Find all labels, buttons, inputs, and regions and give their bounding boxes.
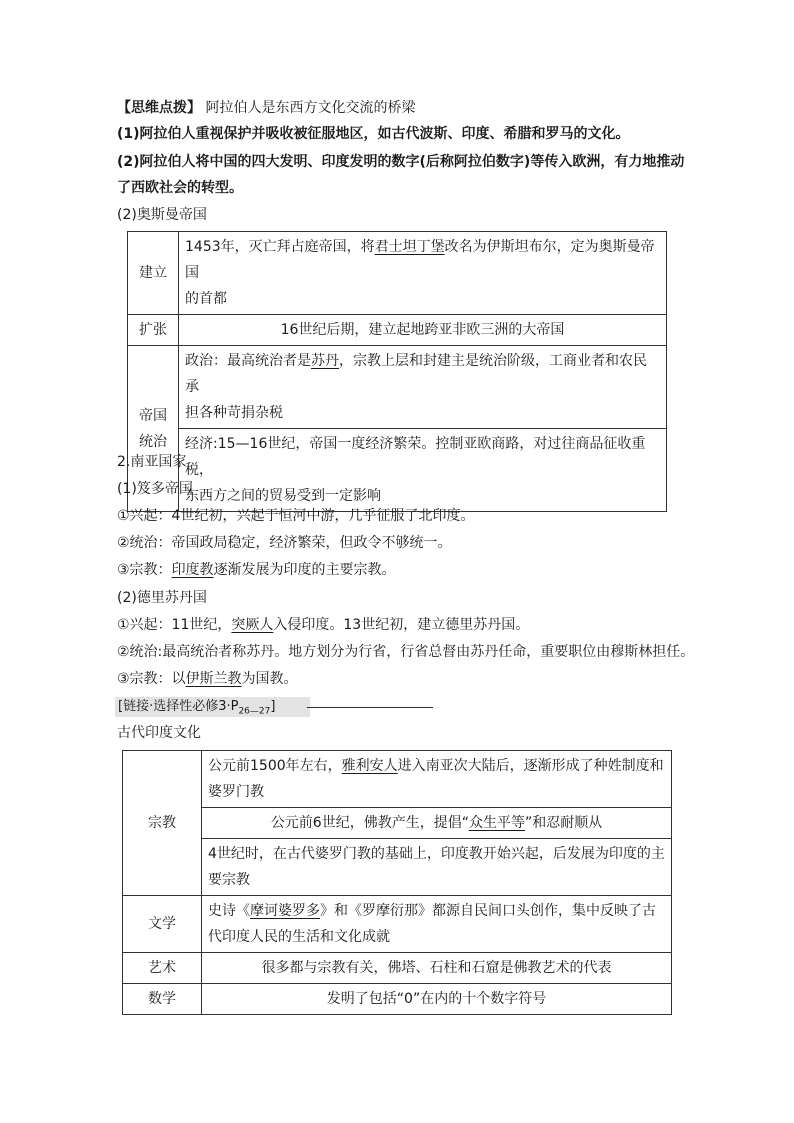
gupta-rise: ①兴起：4世纪初，兴起于恒河中游，几乎征服了北印度。: [117, 508, 475, 524]
term-mahabharata: 摩诃婆罗多: [250, 903, 320, 919]
delhi-religion: ③宗教：以伊斯兰教为国教。: [117, 671, 298, 687]
delhi-heading: (2)德里苏丹国: [117, 590, 207, 606]
religion-hinduism: 4世纪时，在古代婆罗门教的基础上，印度教开始兴起，后发展为印度的主 要宗教: [202, 839, 672, 896]
gupta-rule: ②统治：帝国政局稳定，经济繁荣，但政令不够统一。: [117, 535, 452, 551]
art-text: 很多都与宗教有关，佛塔、石柱和石窟是佛教艺术的代表: [202, 953, 672, 984]
tip-title: 阿拉伯人是东西方文化交流的桥梁: [205, 100, 416, 116]
row-politics-text: 政治：最高统治者是苏丹，宗教上层和封建主是统治阶级，工商业者和农民承 担各种苛捐杂税: [179, 346, 667, 429]
row-label-found: 建立: [128, 232, 179, 315]
row-found-text: 1453年，灭亡拜占庭帝国，将君士坦丁堡改名为伊斯坦布尔，定为奥斯曼帝国 的首都: [179, 232, 667, 315]
term-islam: 伊斯兰教: [185, 671, 242, 687]
row-expand-text: 16世纪后期，建立起地跨亚非欧三洲的大帝国: [179, 315, 667, 346]
delhi-rise: ①兴起：11世纪，突厥人入侵印度。13世纪初，建立德里苏丹国。: [117, 617, 530, 633]
term-hinduism: 印度教: [171, 562, 214, 578]
math-text: 发明了包括“0”在内的十个数字符号: [202, 984, 672, 1015]
delhi-rule: ②统治:最高统治者称苏丹。地方划分为行省，行省总督由苏丹任命，重要职位由穆斯林担任。: [117, 644, 695, 660]
south-asia-heading: 2.南亚国家: [117, 454, 187, 470]
tip-title-line: [117, 98, 415, 118]
row-label-rule: 帝国 统治: [128, 346, 179, 512]
row-economy-text: 经济:15—16世纪，帝国一度经济繁荣。控制亚欧商路，对过往商品征收重税， 东西方之间的贸易受到一定影响: [179, 429, 667, 512]
gupta-religion: ③宗教：印度教逐渐发展为印度的主要宗教。: [117, 562, 396, 578]
term-sultan: 苏丹: [311, 353, 339, 369]
term-turks: 突厥人: [231, 617, 274, 633]
india-culture-table: [122, 750, 672, 1015]
india-culture-heading: 古代印度文化: [117, 725, 201, 741]
row-label-expand: 扩张: [128, 315, 179, 346]
row-label-religion: 宗教: [123, 751, 202, 896]
ottoman-table: [127, 231, 667, 512]
ottoman-heading: (2)奥斯曼帝国: [117, 207, 207, 223]
religion-buddhism: 公元前6世纪，佛教产生，提倡“众生平等”和忍耐顺从: [202, 808, 672, 839]
literature-text: 史诗《摩诃婆罗多》和《罗摩衍那》都源自民间口头创作，集中反映了古 代印度人民的生活和文化成就: [202, 896, 672, 953]
row-label-art: 艺术: [123, 953, 202, 984]
link-divider: [307, 707, 433, 708]
religion-brahmanism: 公元前1500年左右，雅利安人进入南亚次大陆后，逐渐形成了种姓制度和 婆罗门教: [202, 751, 672, 808]
term-equality: 众生平等: [468, 815, 525, 831]
tip-tag: 【思维点拨】: [117, 100, 201, 116]
link-reference-tag: [链接·选择性必修$3\cdot P_{26—27}$]: [115, 697, 310, 717]
tip-paragraph-1: (1)阿拉伯人重视保护并吸收被征服地区，如古代波斯、印度、希腊和罗马的文化。: [117, 126, 630, 142]
term-constantinople: 君士坦丁堡: [374, 239, 445, 255]
row-label-math: 数学: [123, 984, 202, 1015]
tip-paragraph-2a: (2)阿拉伯人将中国的四大发明、印度发明的数字(后称阿拉伯数字)等传入欧洲，有力地推动: [117, 154, 685, 170]
gupta-heading: (1)笈多帝国: [117, 481, 193, 497]
row-label-literature: 文学: [123, 896, 202, 953]
term-aryans: 雅利安人: [341, 758, 398, 774]
tip-paragraph-2b: 了西欧社会的转型。: [117, 180, 243, 196]
